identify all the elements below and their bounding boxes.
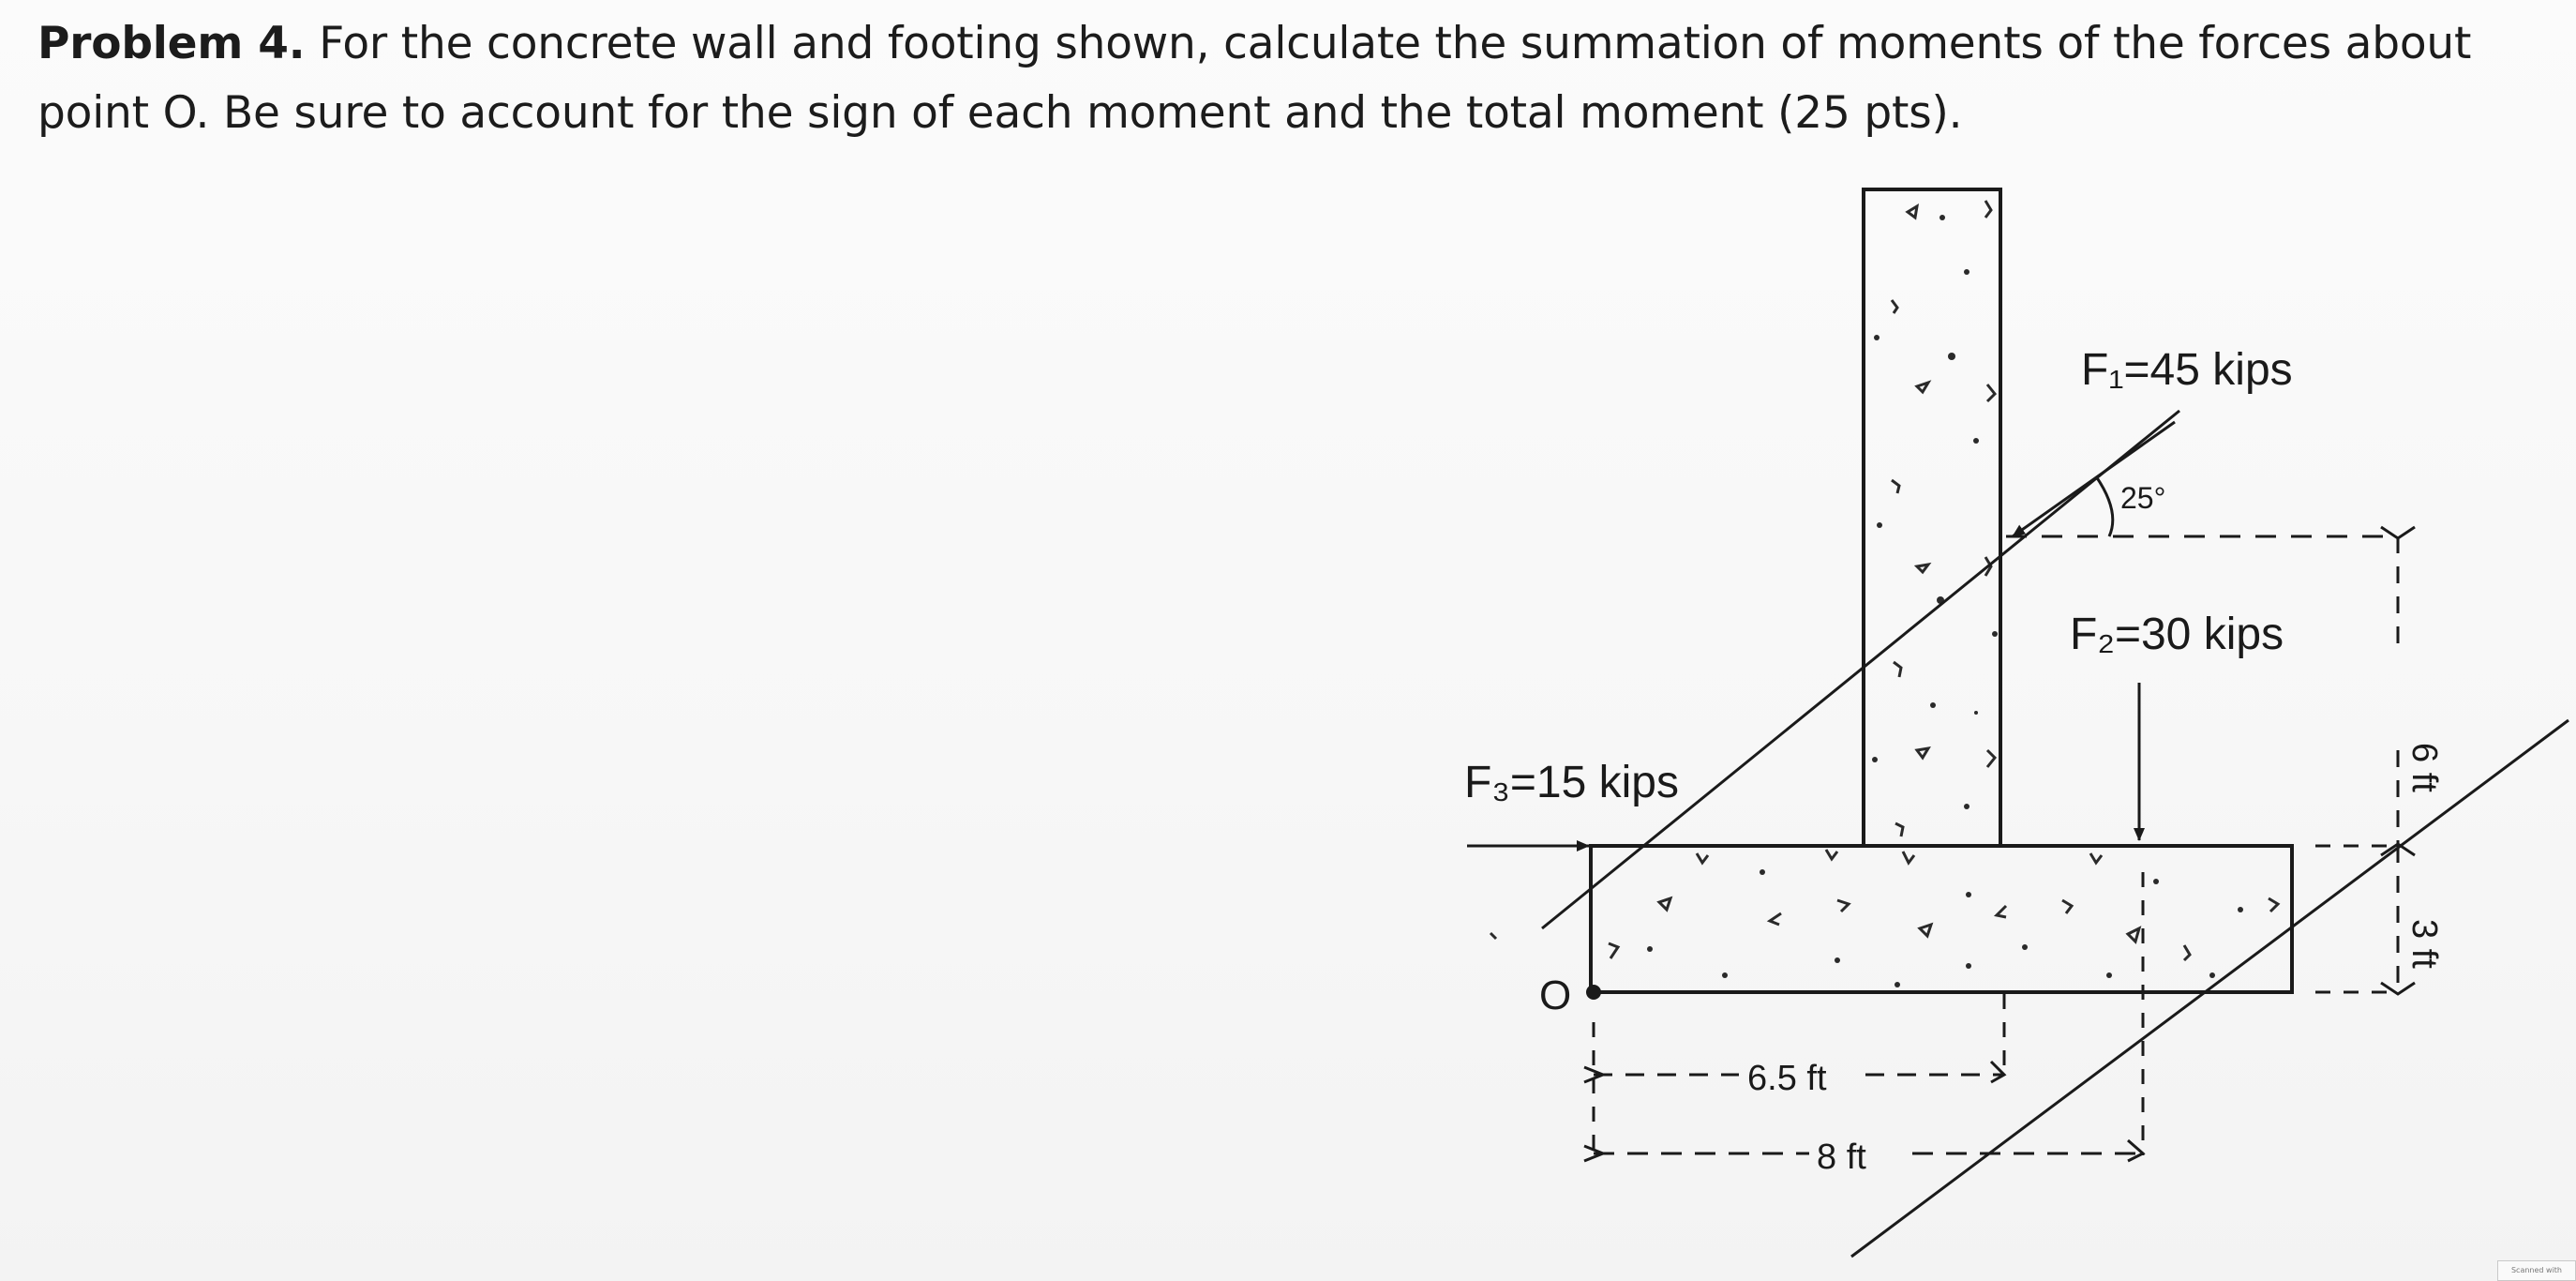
concrete-dots-footing xyxy=(1647,869,2243,987)
f1-label: F₁=45 kips xyxy=(2081,345,2293,395)
concrete-footing xyxy=(1591,846,2292,992)
dim-3ft-label: 3 ft xyxy=(2404,919,2444,969)
dimension-extension-lines xyxy=(1594,846,2395,1155)
problem-heading: Problem 4. xyxy=(37,18,306,69)
problem-body: For the concrete wall and footing shown, calculate the summation of moments of the forces about point O. Be sure to account for the sign of each moment and the total moment (25 pts). xyxy=(37,18,2472,139)
f1-force xyxy=(2006,422,2395,536)
dim-6-5ft-label: 6.5 ft xyxy=(1747,1059,1827,1098)
concrete-dots-wall xyxy=(1872,215,1998,809)
f1-angle-label: 25° xyxy=(2120,481,2166,515)
concrete-aggregate-wall xyxy=(1892,201,1995,836)
concrete-wall xyxy=(1864,189,2000,846)
dim-6ft-label: 6 ft xyxy=(2404,743,2444,792)
point-o xyxy=(1586,985,1601,1000)
point-o-label: O xyxy=(1539,972,1572,1018)
concrete-aggregate-footing xyxy=(1490,850,2278,960)
dim-8ft-label: 8 ft xyxy=(1817,1138,1866,1177)
f3-label: F₃=15 kips xyxy=(1464,758,1679,807)
scanner-stamp: Scanned with xyxy=(2497,1260,2576,1281)
f2-label: F₂=30 kips xyxy=(2070,610,2284,659)
